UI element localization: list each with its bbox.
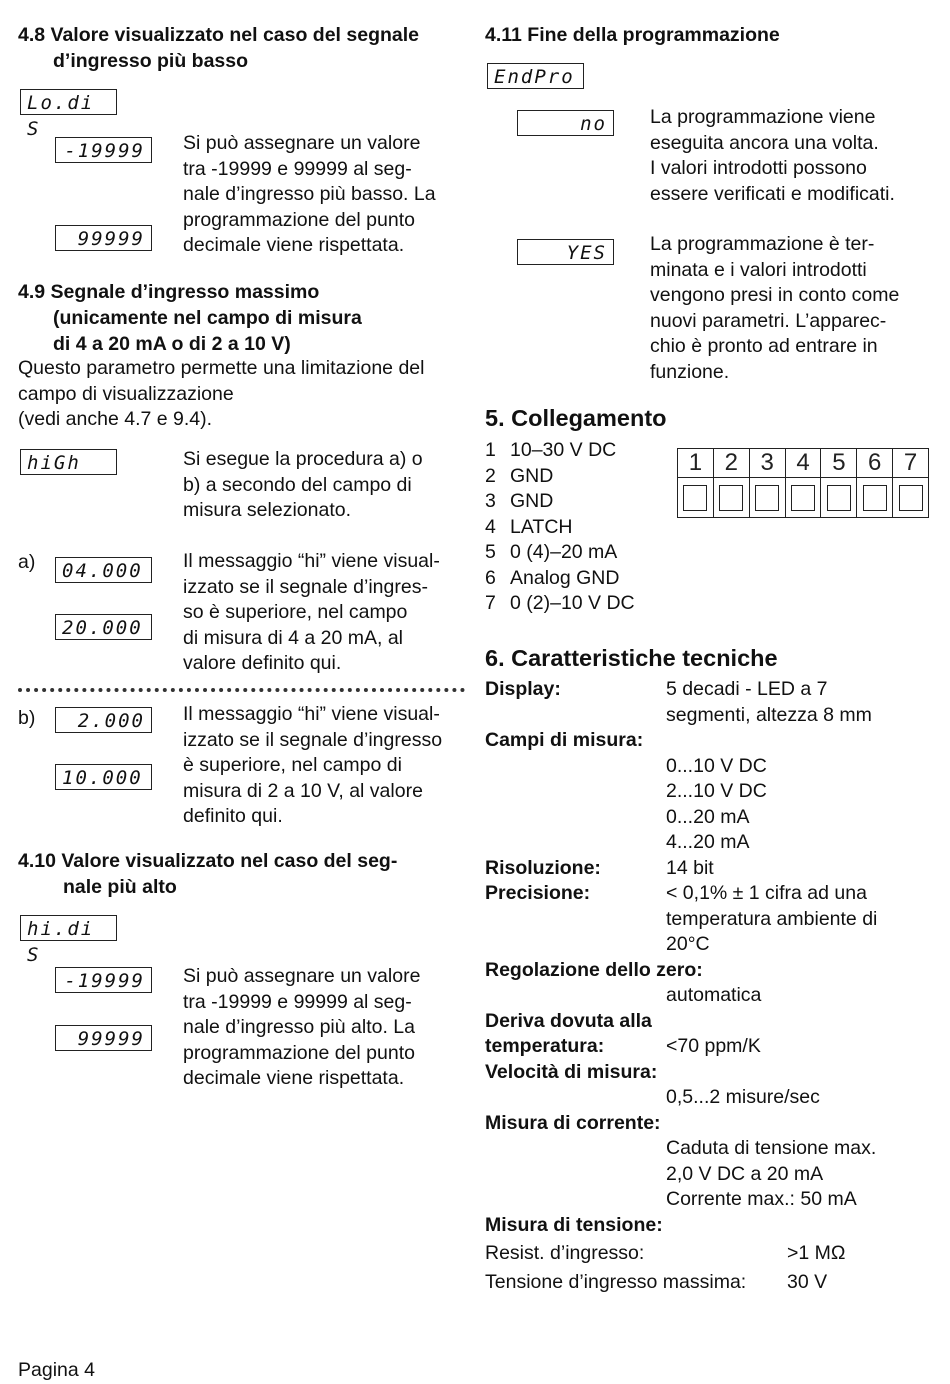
spec-corrente-values: Caduta di tensione max. 2,0 V DC a 20 mA Corrente max.: 50 mA bbox=[666, 1137, 877, 1210]
lcd-a-max: 20.000 bbox=[55, 614, 152, 640]
option-a-label: a) bbox=[18, 551, 36, 573]
yes-option-text: La programmazione è ter- minata e i valori introdotti vengono presi in conto come nuovi parametri. L’apparec- chio è pronto ad entrare in funzione. bbox=[650, 233, 900, 383]
terminal-number: 4 bbox=[786, 449, 822, 477]
lcd-yes: YES bbox=[517, 239, 614, 265]
option-a-text: Il messaggio “hi” viene visual- izzato se il segnale d’ingres- so è superiore, nel campo di misura di 4 a 20 mA, al valore definito qui. bbox=[183, 550, 440, 674]
spec-deriva: temperatura: <70 ppm/K bbox=[485, 1035, 761, 1057]
lcd-no: no bbox=[517, 110, 614, 136]
pin-list bbox=[485, 438, 635, 617]
lcd-a-min: 04.000 bbox=[55, 557, 152, 583]
list-item: 4 LATCH bbox=[485, 515, 573, 538]
lcd-hidis: hi.di S bbox=[20, 915, 117, 941]
dotted-separator bbox=[18, 688, 465, 692]
section-5-title: 5. Collegamento bbox=[485, 405, 667, 431]
spec-corrente-label: Misura di corrente: bbox=[485, 1111, 661, 1134]
lcd-b-min: 2.000 bbox=[55, 707, 152, 733]
lcd-endpro: EndPro bbox=[487, 63, 584, 89]
spec-tensione-max: Tensione d’ingresso massima: 30 V bbox=[485, 1271, 828, 1293]
terminal-slot bbox=[857, 478, 893, 518]
spec-display: Display: 5 decadi - LED a 7 segmenti, altezza 8 mm bbox=[485, 678, 872, 726]
section-4-11-title: 4.11 Fine della programmazione bbox=[485, 24, 780, 46]
terminal-number: 7 bbox=[903, 449, 918, 476]
spec-resistenza: Resist. d’ingresso: >1 MΩ bbox=[485, 1242, 846, 1264]
lcd-max-value: 99999 bbox=[55, 225, 152, 251]
lcd-min-value: -19999 bbox=[55, 137, 152, 163]
list-item: 2 GND bbox=[485, 464, 554, 487]
spec-campi-label: Campi di misura: bbox=[485, 729, 644, 751]
spec-zero-value: automatica bbox=[666, 984, 762, 1006]
lcd-min-value: -19999 bbox=[55, 967, 152, 993]
page-number: Pagina 4 bbox=[18, 1359, 95, 1381]
section-4-8-title: 4.8 Valore visualizzato nel caso del segnale d’ingresso più basso bbox=[18, 24, 420, 72]
terminal-block-diagram bbox=[677, 448, 929, 518]
lcd-b-max: 10.000 bbox=[55, 764, 152, 790]
option-b-label: b) bbox=[18, 707, 36, 729]
spec-zero-label: Regolazione dello zero: bbox=[485, 958, 703, 981]
list-item: 1 10–30 V DC bbox=[485, 439, 617, 461]
list-item: 5 0 (4)–20 mA bbox=[485, 541, 618, 563]
terminal-number: 5 bbox=[821, 449, 857, 477]
section-4-9-intro: Questo parametro permette una limitazione del campo di visualizzazione (vedi anche 4.7 e 9.4). bbox=[18, 357, 425, 430]
section-4-9-title: 4.9 Segnale d’ingresso massimo (unicamente nel campo di misura di 4 a 20 mA o di 2 a 10 V) bbox=[18, 281, 362, 355]
spec-precisione: Precisione: < 0,1% ± 1 cifra ad una temperatura ambiente di 20°C bbox=[485, 882, 878, 955]
section-4-10-title: 4.10 Valore visualizzato nel caso del seg- nale più alto bbox=[18, 850, 398, 898]
terminal-number: 3 bbox=[750, 449, 786, 477]
lcd-lodis: Lo.di S bbox=[20, 89, 117, 115]
spec-velocita-label: Velocità di misura: bbox=[485, 1060, 658, 1083]
spec-tensione-label: Misura di tensione: bbox=[485, 1213, 663, 1236]
section-4-8-text: Si può assegnare un valore tra -19999 e 99999 al seg- nale d’ingresso più basso. La programmazione del punto decimale viene rispettata. bbox=[183, 132, 436, 256]
high-procedure-text: Si esegue la procedura a) o b) a secondo del campo di misura selezionato. bbox=[183, 448, 423, 521]
terminal-slot bbox=[678, 478, 714, 518]
lcd-high: hiGh bbox=[20, 449, 117, 475]
terminal-slot bbox=[821, 478, 857, 518]
spec-risoluzione: Risoluzione: 14 bit bbox=[485, 856, 714, 879]
terminal-slot bbox=[786, 478, 822, 518]
terminal-slot bbox=[714, 478, 750, 518]
section-6-title: 6. Caratteristiche tecniche bbox=[485, 645, 778, 671]
terminal-number: 1 bbox=[678, 449, 714, 477]
spec-deriva-label: Deriva dovuta alla bbox=[485, 1009, 652, 1032]
list-item: 7 0 (2)–10 V DC bbox=[485, 592, 635, 614]
no-option-text: La programmazione viene eseguita ancora una volta. I valori introdotti possono essere verificati e modificati. bbox=[650, 106, 895, 205]
specs-list bbox=[485, 677, 925, 1296]
list-item: 6 Analog GND bbox=[485, 566, 620, 589]
terminal-number: 6 bbox=[857, 449, 893, 477]
option-b-text: Il messaggio “hi” viene visual- izzato se il segnale d’ingresso è superiore, nel campo di misura di 2 a 10 V, al valore definito qui. bbox=[183, 703, 443, 827]
terminal-number: 2 bbox=[714, 449, 750, 477]
lcd-max-value: 99999 bbox=[55, 1025, 152, 1051]
section-4-10-text: Si può assegnare un valore tra -19999 e 99999 al seg- nale d’ingresso più alto. La programmazione del punto decimale viene rispettata. bbox=[183, 965, 421, 1089]
terminal-slot bbox=[893, 478, 928, 518]
list-item: 3 GND bbox=[485, 490, 554, 512]
terminal-slot bbox=[750, 478, 786, 518]
spec-campi-values: 0...10 V DC 2...10 V DC 0...20 mA 4...20 mA bbox=[666, 754, 767, 853]
spec-velocita-value: 0,5...2 misure/sec bbox=[666, 1086, 820, 1108]
